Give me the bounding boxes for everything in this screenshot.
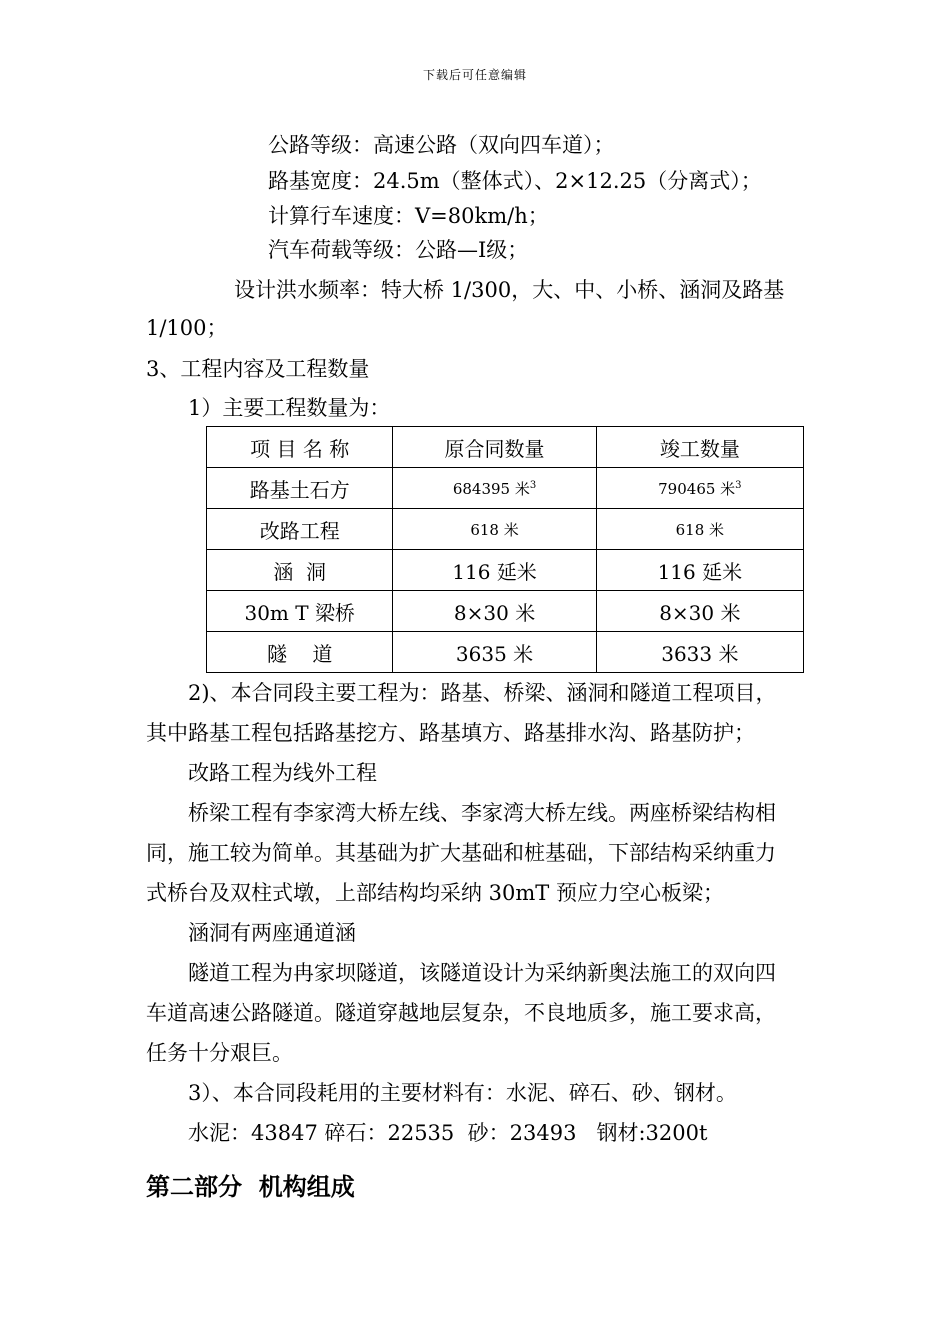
table-header-row xyxy=(207,427,804,468)
table-row xyxy=(207,468,804,509)
quantity-table xyxy=(206,426,804,673)
section3-sub1: 1）主要工程数量为： xyxy=(188,396,391,420)
spec-road-grade: 公路等级：高速公路（双向四车道）； xyxy=(268,133,615,157)
cell-contract: 618 米 xyxy=(393,509,596,550)
paragraph-4-line3: 式桥台及双柱式墩，上部结构均采纳 30mT 预应力空心板梁； xyxy=(146,881,724,905)
paragraph-6-line3: 任务十分艰巨。 xyxy=(146,1041,293,1065)
section3-title: 3、工程内容及工程数量 xyxy=(146,357,370,381)
cell-name: 涵 洞 xyxy=(207,550,393,591)
table-row xyxy=(207,591,804,632)
paragraph-4-line1: 桥梁工程有李家湾大桥左线、李家湾大桥左线。两座桥梁结构相 xyxy=(188,801,776,825)
part2-heading: 第二部分 机构组成 xyxy=(146,1173,355,1201)
cell-final: 116 延米 xyxy=(596,550,803,591)
flood-frequency-line1: 设计洪水频率：特大桥 1/300，大、中、小桥、涵洞及路基 xyxy=(234,278,785,302)
header-contract-qty: 原合同数量 xyxy=(393,427,596,468)
cell-final: 618 米 xyxy=(596,509,803,550)
table-row xyxy=(207,632,804,673)
spec-vehicle-load: 汽车荷载等级：公路—Ⅰ级； xyxy=(268,238,529,262)
table-row xyxy=(207,509,804,550)
cell-contract: 8×30 米 xyxy=(393,591,596,632)
paragraph-2-line2: 其中路基工程包括路基挖方、路基填方、路基排水沟、路基防护； xyxy=(146,721,755,745)
paragraph-8-materials: 水泥：43847 碎石：22535 砂：23493 钢材:3200t xyxy=(188,1121,708,1145)
cell-name: 隧 道 xyxy=(207,632,393,673)
cell-contract: 116 延米 xyxy=(393,550,596,591)
cell-name: 改路工程 xyxy=(207,509,393,550)
cell-final: 3633 米 xyxy=(596,632,803,673)
cell-name: 路基土石方 xyxy=(207,468,393,509)
paragraph-7: 3）、本合同段耗用的主要材料有：水泥、碎石、砂、钢材。 xyxy=(188,1081,737,1105)
paragraph-6-line2: 车道高速公路隧道。隧道穿越地层复杂，不良地质多，施工要求高， xyxy=(146,1001,776,1025)
spec-roadbed-width: 路基宽度：24.5m（整体式）、2×12.25（分离式）； xyxy=(268,169,762,193)
spec-design-speed: 计算行车速度：V=80km/h； xyxy=(268,204,549,228)
cell-name: 30m T 梁桥 xyxy=(207,591,393,632)
cell-contract: 684395 米$^3$ xyxy=(393,468,596,509)
paragraph-4-line2: 同，施工较为简单。其基础为扩大基础和桩基础，下部结构采纳重力 xyxy=(146,841,776,865)
cell-contract: 3635 米 xyxy=(393,632,596,673)
header-final-qty: 竣工数量 xyxy=(596,427,803,468)
header-item-name: 项 目 名 称 xyxy=(207,427,393,468)
cell-final: 8×30 米 xyxy=(596,591,803,632)
table-row xyxy=(207,550,804,591)
paragraph-6-line1: 隧道工程为冉家坝隧道，该隧道设计为采纳新奥法施工的双向四 xyxy=(188,961,776,985)
paragraph-3: 改路工程为线外工程 xyxy=(188,761,377,785)
paragraph-5: 涵洞有两座通道涵 xyxy=(188,921,356,945)
paragraph-2-line1: 2)、本合同段主要工程为：路基、桥梁、涵洞和隧道工程项目， xyxy=(188,681,777,705)
cell-final: 790465 米$^3$ xyxy=(596,468,803,509)
flood-frequency-line2: 1/100； xyxy=(146,316,228,340)
page-header: 下载后可任意编辑 xyxy=(422,68,527,82)
